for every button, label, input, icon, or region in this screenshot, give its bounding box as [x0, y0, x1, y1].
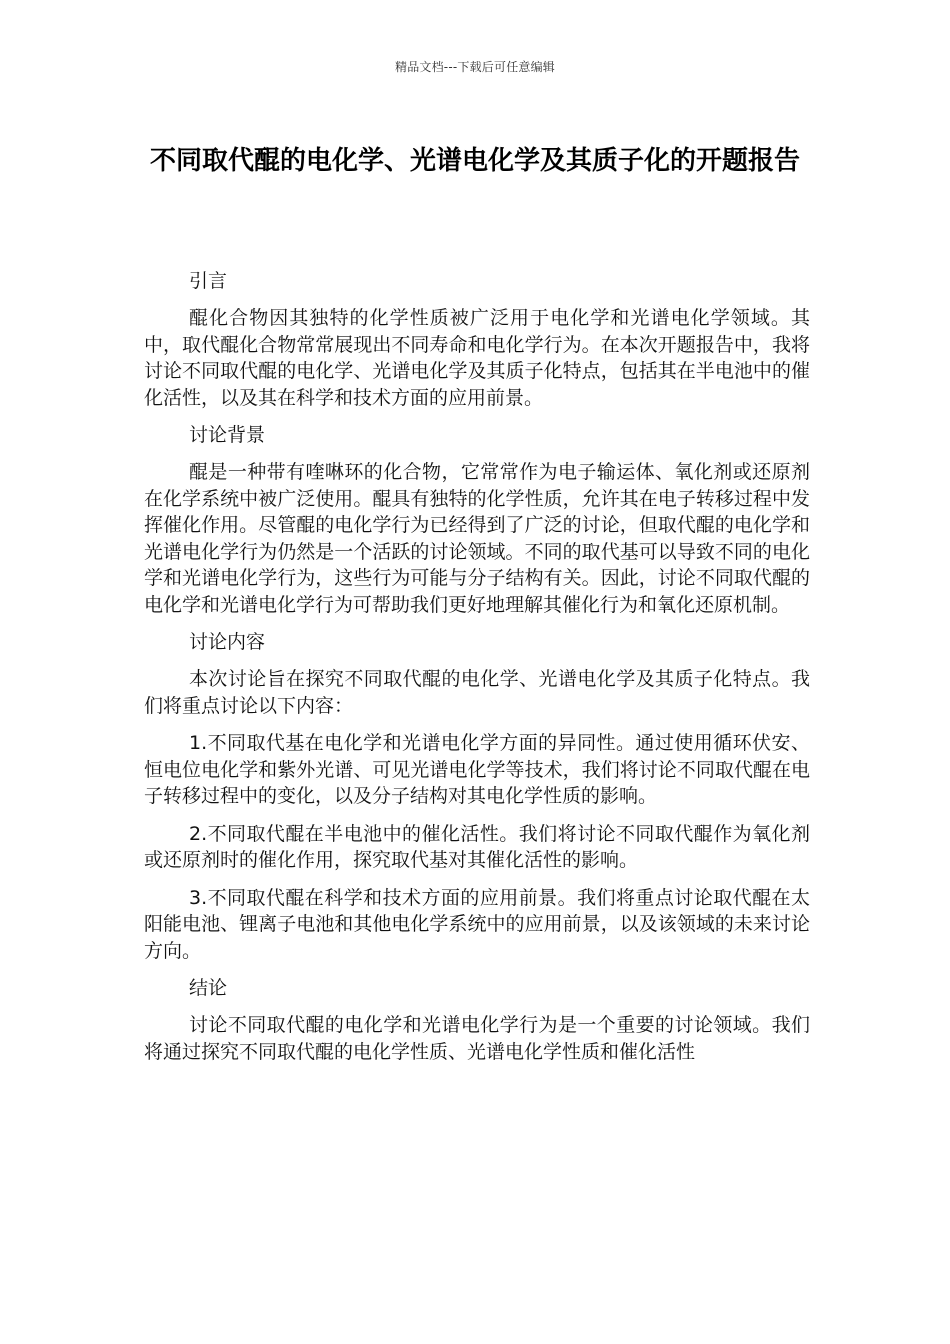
content-intro-paragraph: 本次讨论旨在探究不同取代醌的电化学、光谱电化学及其质子化特点。我们将重点讨论以下内容：: [144, 668, 810, 717]
content-item-1: 1.不同取代基在电化学和光谱电化学方面的异同性。通过使用循环伏安、恒电位电化学和紫外光谱、可见光谱电化学等技术，我们将讨论不同取代醌在电子转移过程中的变化，以及分子结构对其电化学性质的影响。: [144, 732, 810, 807]
conclusion-heading: 结论: [189, 977, 228, 999]
content-item-2: 2.不同取代醌在半电池中的催化活性。我们将讨论不同取代醌作为氧化剂或还原剂时的催化作用，探究取代基对其催化活性的影响。: [144, 822, 810, 871]
document-title: 不同取代醌的电化学、光谱电化学及其质子化的开题报告: [149, 146, 800, 176]
background-heading: 讨论背景: [189, 424, 266, 446]
document-body: [144, 268, 810, 1076]
header-note: 精品文档---下载后可任意编辑: [395, 60, 555, 74]
background-paragraph: 醌是一种带有喹啉环的化合物，它常常作为电子输运体、氧化剂或还原剂在化学系统中被广泛使用。醌具有独特的化学性质，允许其在电子转移过程中发挥催化作用。尽管醌的电化学行为已经得到了广泛的讨论，但取代醌的电化学和光谱电化学行为仍然是一个活跃的讨论领域。不同的取代基可以导致不同的电化学和光谱电化学行为，这些行为可能与分子结构有关。因此，讨论不同取代醌的电化学和光谱电化学行为可帮助我们更好地理解其催化行为和氧化还原机制。: [144, 461, 810, 616]
intro-paragraph: 醌化合物因其独特的化学性质被广泛用于电化学和光谱电化学领域。其中，取代醌化合物常常展现出不同寿命和电化学行为。在本次开题报告中，我将讨论不同取代醌的电化学、光谱电化学及其质子化特点，包括其在半电池中的催化活性，以及其在科学和技术方面的应用前景。: [144, 307, 810, 409]
content-heading: 讨论内容: [189, 631, 266, 653]
conclusion-paragraph: 讨论不同取代醌的电化学和光谱电化学行为是一个重要的讨论领域。我们将通过探究不同取代醌的电化学性质、光谱电化学性质和催化活性: [144, 1014, 810, 1063]
content-item-3: 3.不同取代醌在科学和技术方面的应用前景。我们将重点讨论取代醌在太阳能电池、锂离子电池和其他电化学系统中的应用前景，以及该领域的未来讨论方向。: [144, 886, 810, 962]
intro-heading: 引言: [189, 270, 228, 292]
